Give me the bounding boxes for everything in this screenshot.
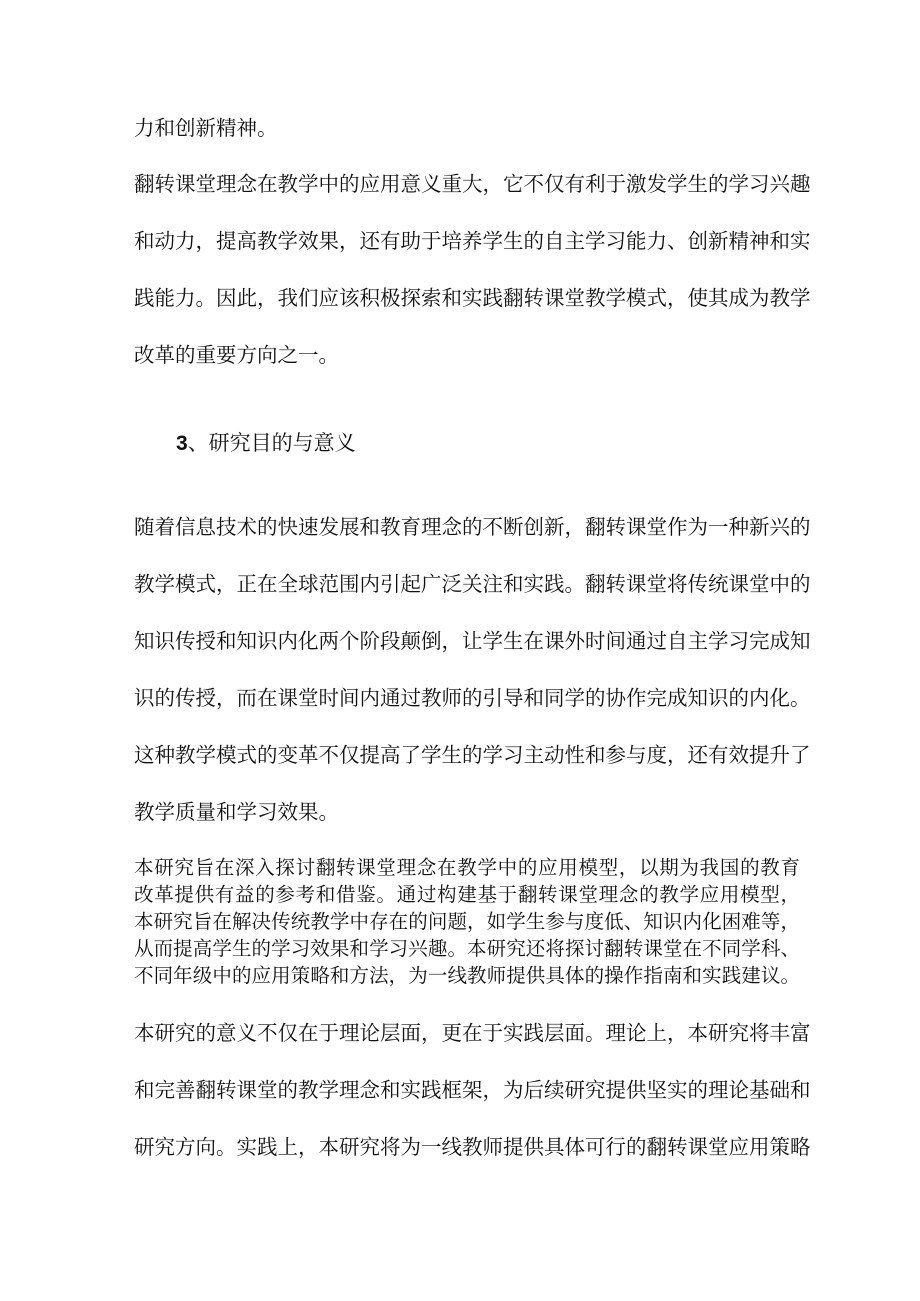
- text-line: 本研究旨在深入探讨翻转课堂理念在教学中的应用模型，以期为我国的教育: [134, 856, 800, 879]
- text-line: 教学质量和学习效果。: [134, 800, 339, 824]
- text-line: 和完善翻转课堂的教学理念和实践框架，为后续研究提供坚实的理论基础和: [134, 1078, 811, 1102]
- section-number: 3: [176, 432, 188, 455]
- section-heading: [176, 430, 356, 457]
- text-line: 本研究的意义不仅在于理论层面，更在于实践层面。理论上，本研究将丰富: [134, 1021, 811, 1045]
- section-title: 、研究目的与意义: [187, 431, 356, 455]
- text-line: 知识传授和知识内化两个阶段颠倒，让学生在课外时间通过自主学习完成知: [134, 629, 811, 653]
- text-line: 不同年级中的应用策略和方法，为一线教师提供具体的操作指南和实践建议。: [134, 964, 800, 987]
- text-line: 和动力，提高教学效果，还有助于培养学生的自主学习能力、创新精神和实: [134, 229, 811, 253]
- text-line: 力和创新精神。: [134, 116, 278, 140]
- text-line: 翻转课堂理念在教学中的应用意义重大，它不仅有利于激发学生的学习兴趣: [134, 172, 811, 196]
- text-line: 随着信息技术的快速发展和教育理念的不断创新，翻转课堂作为一种新兴的: [134, 515, 811, 539]
- text-line: 这种教学模式的变革不仅提高了学生的学习主动性和参与度，还有效提升了: [134, 743, 811, 767]
- text-line: 从而提高学生的学习效果和学习兴趣。本研究还将探讨翻转课堂在不同学科、: [134, 937, 800, 960]
- text-line: 研究方向。实践上，本研究将为一线教师提供具体可行的翻转课堂应用策略: [134, 1135, 811, 1159]
- text-line: 教学模式，正在全球范围内引起广泛关注和实践。翻转课堂将传统课堂中的: [134, 572, 811, 596]
- text-line: 改革的重要方向之一。: [134, 343, 339, 367]
- text-line: 识的传授，而在课堂时间内通过教师的引导和同学的协作完成知识的内化。: [134, 686, 811, 710]
- text-line: 本研究旨在解决传统教学中存在的问题，如学生参与度低、知识内化困难等，: [134, 910, 800, 933]
- text-line: 改革提供有益的参考和借鉴。通过构建基于翻转课堂理念的教学应用模型，: [134, 883, 800, 906]
- text-line: 践能力。因此，我们应该积极探索和实践翻转课堂教学模式，使其成为教学: [134, 286, 811, 310]
